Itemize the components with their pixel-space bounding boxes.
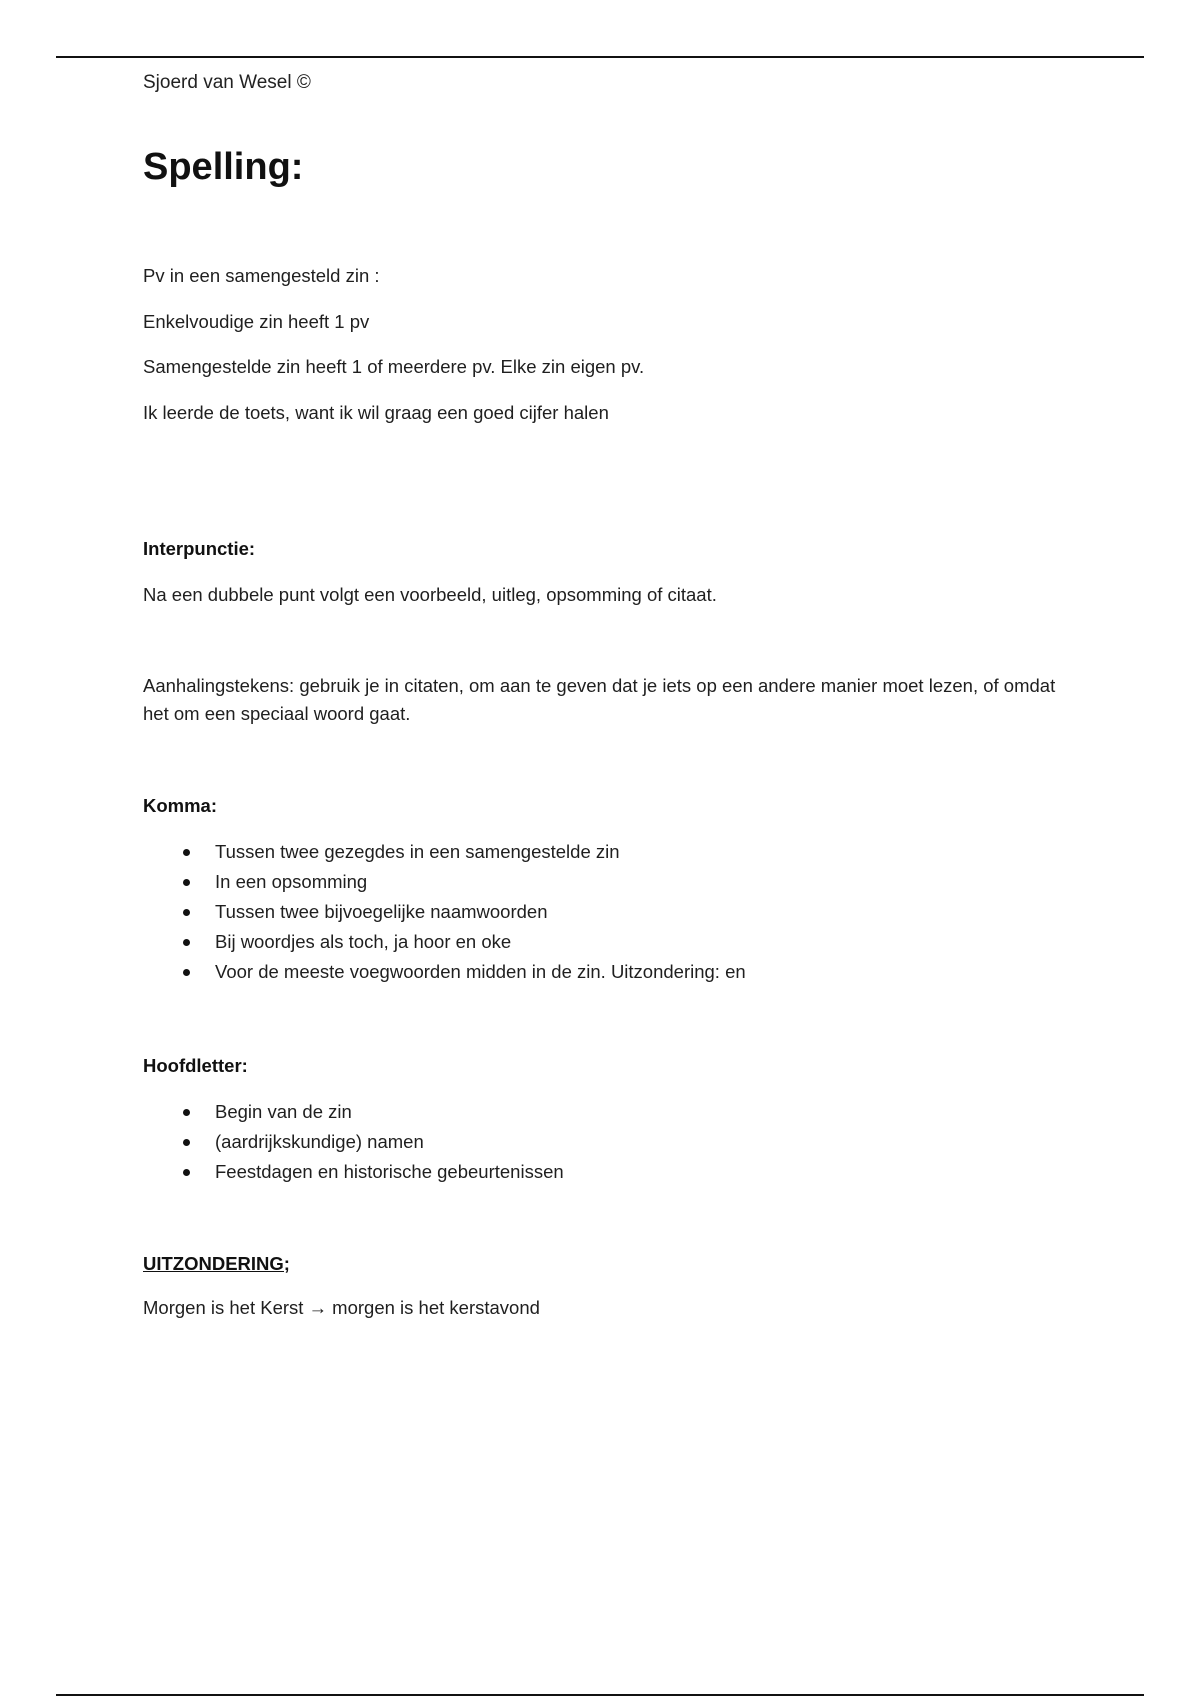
bullet-icon	[183, 1139, 190, 1146]
bullet-icon	[183, 969, 190, 976]
list-item	[143, 837, 746, 867]
bullet-icon	[183, 1169, 190, 1176]
pv-line-4: Ik leerde de toets, want ik wil graag een goed cijfer halen	[143, 402, 609, 423]
uitzondering-text: Morgen is het Kerst → morgen is het kerstavond	[143, 1297, 540, 1318]
hoofdletter-list	[143, 1097, 564, 1187]
pv-line-1: Pv in een samengesteld zin :	[143, 265, 380, 286]
author-line: Sjoerd van Wesel ©	[143, 72, 311, 93]
list-item-label: Tussen twee bijvoegelijke naamwoorden	[215, 901, 548, 922]
interpunctie-heading: Interpunctie:	[143, 538, 256, 559]
bullet-icon	[183, 849, 190, 856]
list-item-label: Feestdagen en historische gebeurtenissen	[215, 1161, 564, 1182]
list-item	[143, 1127, 564, 1157]
bullet-icon	[183, 939, 190, 946]
bullet-icon	[183, 909, 190, 916]
top-rule	[56, 56, 1144, 58]
page-title: Spelling:	[143, 146, 304, 188]
list-item	[143, 1097, 564, 1127]
list-item-label: Bij woordjes als toch, ja hoor en oke	[215, 931, 512, 952]
komma-heading: Komma:	[143, 795, 218, 816]
pv-line-2: Enkelvoudige zin heeft 1 pv	[143, 311, 370, 332]
uitzondering-heading: UITZONDERING;	[143, 1253, 290, 1274]
list-item	[143, 897, 746, 927]
list-item	[143, 957, 746, 987]
komma-list	[143, 837, 746, 987]
pv-line-3: Samengestelde zin heeft 1 of meerdere pv. Elke zin eigen pv.	[143, 356, 645, 377]
list-item-label: Voor de meeste voegwoorden midden in de zin. Uitzondering: en	[215, 961, 746, 982]
list-item-label: In een opsomming	[215, 871, 368, 892]
bullet-icon	[183, 879, 190, 886]
hoofdletter-heading: Hoofdletter:	[143, 1055, 248, 1076]
interpunctie-text: Na een dubbele punt volgt een voorbeeld, uitleg, opsomming of citaat.	[143, 584, 717, 605]
list-item	[143, 927, 746, 957]
list-item	[143, 1157, 564, 1187]
list-item-label: (aardrijkskundige) namen	[215, 1131, 424, 1152]
list-item-label: Begin van de zin	[215, 1101, 352, 1122]
bottom-rule	[56, 1694, 1144, 1696]
list-item	[143, 867, 746, 897]
bullet-icon	[183, 1109, 190, 1116]
aanhalingstekens-text: Aanhalingstekens: gebruik je in citaten, om aan te geven dat je iets op een andere manier moet lezen, of omdat het om een speciaal woord gaat.	[143, 675, 1056, 724]
list-item-label: Tussen twee gezegdes in een samengestelde zin	[215, 841, 620, 862]
